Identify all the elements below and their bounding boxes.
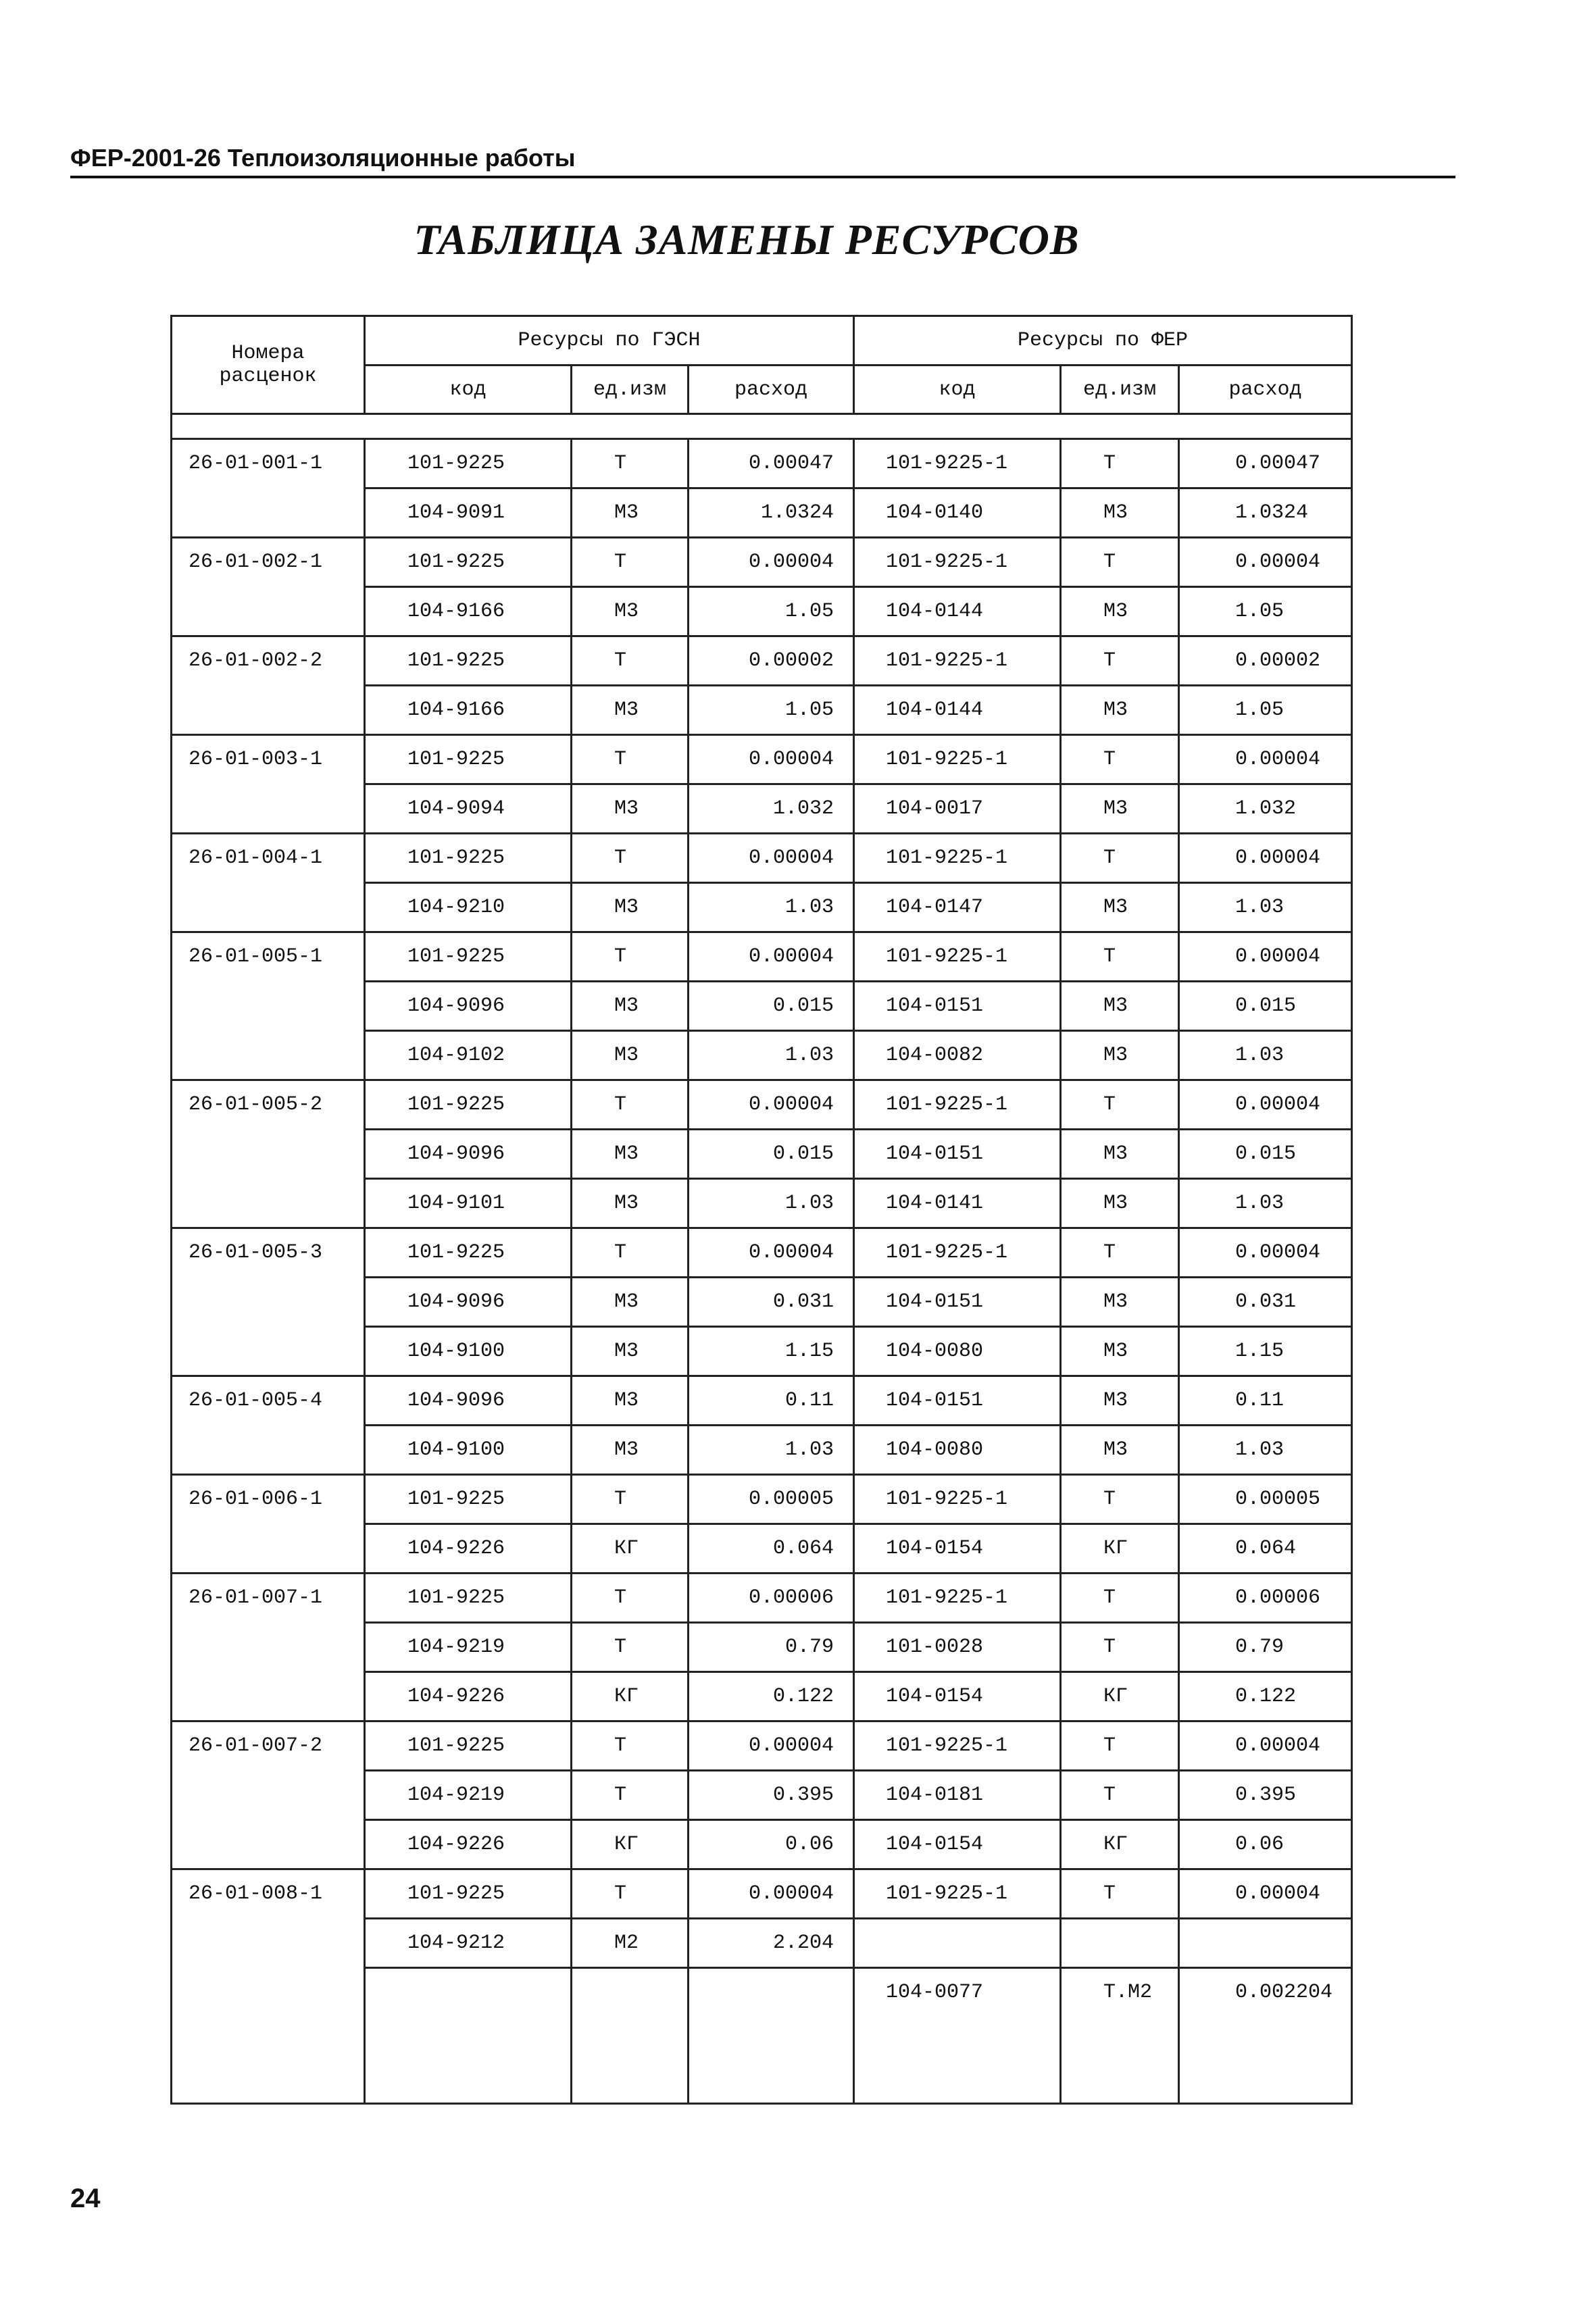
cell-fer-unit: КГ (1061, 1524, 1179, 1574)
cell-gesn-unit: КГ (572, 1820, 689, 1869)
column-header-fer-code: код (854, 366, 1061, 414)
cell-fer-unit: Т (1061, 1623, 1179, 1672)
cell-fer-code: 101-9225-1 (854, 932, 1061, 982)
cell-gesn-unit: КГ (572, 1524, 689, 1574)
cell-gesn-qty: 1.03 (689, 1031, 854, 1080)
column-group-fer: Ресурсы по ФЕР (854, 316, 1352, 366)
cell-fer-qty (1179, 1919, 1352, 1968)
cell-fer-unit: М3 (1061, 1278, 1179, 1327)
cell-fer-qty: 1.03 (1179, 1179, 1352, 1228)
cell-gesn-unit: Т (572, 932, 689, 982)
cell-gesn-unit: Т (572, 1228, 689, 1278)
cell-gesn-qty: 0.122 (689, 1672, 854, 1721)
cell-fer-code: 104-0151 (854, 982, 1061, 1031)
cell-gesn-unit: М3 (572, 1327, 689, 1376)
cell-rate-number: 26-01-001-1 (172, 439, 365, 538)
cell-fer-code: 104-0151 (854, 1376, 1061, 1426)
cell-fer-unit (1061, 1919, 1179, 1968)
cell-gesn-unit: М3 (572, 1179, 689, 1228)
cell-gesn-code: 104-9166 (365, 686, 572, 735)
cell-fer-qty: 1.03 (1179, 1031, 1352, 1080)
cell-fer-code: 101-9225-1 (854, 636, 1061, 686)
cell-fer-code: 104-0144 (854, 686, 1061, 735)
cell-fer-code: 101-9225-1 (854, 538, 1061, 587)
cell-fer-qty: 0.031 (1179, 1278, 1352, 1327)
cell-rate-number: 26-01-008-1 (172, 1869, 365, 2104)
cell-gesn-qty: 1.03 (689, 1179, 854, 1228)
cell-fer-unit: М3 (1061, 1327, 1179, 1376)
cell-fer-qty: 0.00004 (1179, 1080, 1352, 1130)
cell-gesn-code: 104-9100 (365, 1426, 572, 1475)
cell-rate-number: 26-01-004-1 (172, 834, 365, 932)
cell-rate-number: 26-01-005-4 (172, 1376, 365, 1475)
cell-fer-qty: 0.79 (1179, 1623, 1352, 1672)
cell-gesn-unit: М3 (572, 784, 689, 834)
cell-gesn-unit: Т (572, 1771, 689, 1820)
cell-gesn-unit: М3 (572, 1278, 689, 1327)
cell-gesn-code: 101-9225 (365, 735, 572, 784)
column-header-gesn-code: код (365, 366, 572, 414)
cell-gesn-qty: 0.00004 (689, 1228, 854, 1278)
cell-gesn-unit: Т (572, 1080, 689, 1130)
cell-fer-code: 101-9225-1 (854, 439, 1061, 488)
cell-gesn-unit: Т (572, 1574, 689, 1623)
cell-gesn-unit (572, 1968, 689, 2104)
cell-gesn-qty: 1.03 (689, 1426, 854, 1475)
cell-gesn-unit: Т (572, 1623, 689, 1672)
table-row (172, 1721, 1352, 1771)
table-row (172, 1475, 1352, 1524)
cell-gesn-qty: 1.05 (689, 686, 854, 735)
column-group-gesn: Ресурсы по ГЭСН (365, 316, 854, 366)
cell-gesn-code: 104-9210 (365, 883, 572, 932)
cell-fer-qty: 1.05 (1179, 686, 1352, 735)
cell-fer-qty: 1.032 (1179, 784, 1352, 834)
cell-gesn-code: 104-9226 (365, 1672, 572, 1721)
cell-fer-code: 101-9225-1 (854, 1080, 1061, 1130)
cell-fer-unit: КГ (1061, 1672, 1179, 1721)
cell-fer-qty: 1.0324 (1179, 488, 1352, 538)
cell-fer-code: 104-0077 (854, 1968, 1061, 2104)
cell-gesn-code: 101-9225 (365, 834, 572, 883)
column-header-rate-no: Номера расценок (172, 316, 365, 414)
header-spacer-row (172, 414, 1352, 439)
cell-fer-unit: М3 (1061, 488, 1179, 538)
table-row (172, 735, 1352, 784)
cell-fer-code: 104-0151 (854, 1278, 1061, 1327)
cell-fer-qty: 0.00004 (1179, 932, 1352, 982)
cell-fer-code: 101-9225-1 (854, 1574, 1061, 1623)
table-row (172, 439, 1352, 488)
cell-fer-qty: 0.00047 (1179, 439, 1352, 488)
cell-fer-code: 104-0144 (854, 587, 1061, 636)
cell-fer-unit: Т (1061, 1721, 1179, 1771)
cell-fer-qty: 0.064 (1179, 1524, 1352, 1574)
cell-fer-unit: Т (1061, 439, 1179, 488)
cell-fer-unit: М3 (1061, 982, 1179, 1031)
cell-fer-code (854, 1919, 1061, 1968)
cell-gesn-unit: Т (572, 636, 689, 686)
cell-rate-number: 26-01-007-1 (172, 1574, 365, 1721)
cell-rate-number: 26-01-005-1 (172, 932, 365, 1080)
cell-gesn-code: 104-9096 (365, 1278, 572, 1327)
cell-gesn-unit: М3 (572, 883, 689, 932)
cell-fer-unit: М3 (1061, 1031, 1179, 1080)
cell-gesn-code: 104-9094 (365, 784, 572, 834)
cell-fer-code: 104-0154 (854, 1524, 1061, 1574)
cell-fer-unit: Т (1061, 1574, 1179, 1623)
resource-replacement-table (170, 315, 1353, 2105)
cell-gesn-qty: 1.15 (689, 1327, 854, 1376)
cell-gesn-qty: 0.00002 (689, 636, 854, 686)
column-header-gesn-qty: расход (689, 366, 854, 414)
cell-fer-unit: Т (1061, 1771, 1179, 1820)
cell-fer-unit: Т (1061, 1080, 1179, 1130)
cell-gesn-qty: 0.06 (689, 1820, 854, 1869)
cell-rate-number: 26-01-003-1 (172, 735, 365, 834)
cell-gesn-code: 104-9166 (365, 587, 572, 636)
cell-gesn-code: 101-9225 (365, 1869, 572, 1919)
cell-fer-code: 101-9225-1 (854, 1721, 1061, 1771)
cell-fer-qty: 0.06 (1179, 1820, 1352, 1869)
cell-fer-code: 101-9225-1 (854, 834, 1061, 883)
cell-gesn-code: 104-9212 (365, 1919, 572, 1968)
cell-gesn-qty: 0.064 (689, 1524, 854, 1574)
cell-gesn-code: 104-9096 (365, 1376, 572, 1426)
cell-gesn-unit: Т (572, 439, 689, 488)
cell-gesn-qty: 1.0324 (689, 488, 854, 538)
cell-gesn-qty: 1.032 (689, 784, 854, 834)
cell-gesn-qty: 1.05 (689, 587, 854, 636)
cell-fer-code: 104-0080 (854, 1426, 1061, 1475)
cell-gesn-qty: 0.00004 (689, 1080, 854, 1130)
cell-fer-unit: М3 (1061, 784, 1179, 834)
cell-fer-unit: М3 (1061, 1179, 1179, 1228)
cell-fer-code: 101-9225-1 (854, 1869, 1061, 1919)
cell-gesn-qty: 0.00004 (689, 735, 854, 784)
table-row (172, 636, 1352, 686)
cell-gesn-code: 101-9225 (365, 439, 572, 488)
cell-rate-number: 26-01-007-2 (172, 1721, 365, 1869)
table-row (172, 932, 1352, 982)
cell-gesn-qty: 0.015 (689, 1130, 854, 1179)
cell-rate-number: 26-01-002-2 (172, 636, 365, 735)
column-header-fer-unit: ед.изм (1061, 366, 1179, 414)
cell-fer-unit: Т (1061, 538, 1179, 587)
cell-gesn-code: 104-9100 (365, 1327, 572, 1376)
cell-fer-code: 101-9225-1 (854, 1475, 1061, 1524)
cell-gesn-code: 101-9225 (365, 1721, 572, 1771)
cell-fer-qty: 1.05 (1179, 587, 1352, 636)
page-number: 24 (70, 2184, 101, 2213)
table-row (172, 1228, 1352, 1278)
cell-gesn-qty: 0.031 (689, 1278, 854, 1327)
cell-gesn-unit: М3 (572, 488, 689, 538)
cell-fer-code: 104-0151 (854, 1130, 1061, 1179)
cell-fer-qty: 0.395 (1179, 1771, 1352, 1820)
cell-gesn-code: 104-9096 (365, 982, 572, 1031)
cell-gesn-code: 104-9102 (365, 1031, 572, 1080)
cell-gesn-code: 104-9226 (365, 1820, 572, 1869)
cell-gesn-code (365, 1968, 572, 2104)
column-header-fer-qty: расход (1179, 366, 1352, 414)
cell-fer-unit: Т.М2 (1061, 1968, 1179, 2104)
cell-gesn-unit: М3 (572, 587, 689, 636)
cell-gesn-code: 101-9225 (365, 1080, 572, 1130)
cell-fer-qty: 0.00005 (1179, 1475, 1352, 1524)
cell-gesn-qty: 0.00005 (689, 1475, 854, 1524)
cell-gesn-unit: М3 (572, 982, 689, 1031)
cell-fer-qty: 0.00004 (1179, 1869, 1352, 1919)
cell-gesn-qty: 0.00006 (689, 1574, 854, 1623)
cell-gesn-qty: 0.79 (689, 1623, 854, 1672)
cell-fer-qty: 0.122 (1179, 1672, 1352, 1721)
column-header-gesn-unit: ед.изм (572, 366, 689, 414)
cell-fer-unit: М3 (1061, 883, 1179, 932)
cell-fer-code: 104-0140 (854, 488, 1061, 538)
cell-fer-unit: Т (1061, 1228, 1179, 1278)
cell-gesn-code: 101-9225 (365, 1228, 572, 1278)
cell-gesn-unit: М2 (572, 1919, 689, 1968)
cell-fer-unit: Т (1061, 636, 1179, 686)
cell-gesn-unit: Т (572, 735, 689, 784)
cell-gesn-unit: Т (572, 1869, 689, 1919)
cell-fer-code: 104-0154 (854, 1672, 1061, 1721)
cell-fer-qty: 0.00002 (1179, 636, 1352, 686)
cell-fer-code: 101-0028 (854, 1623, 1061, 1672)
cell-gesn-code: 104-9091 (365, 488, 572, 538)
cell-gesn-qty: 0.11 (689, 1376, 854, 1426)
cell-gesn-qty: 0.00004 (689, 834, 854, 883)
cell-gesn-qty: 0.015 (689, 982, 854, 1031)
cell-fer-unit: М3 (1061, 587, 1179, 636)
cell-fer-code: 104-0181 (854, 1771, 1061, 1820)
table-row (172, 538, 1352, 587)
cell-fer-qty: 0.00004 (1179, 834, 1352, 883)
cell-fer-unit: КГ (1061, 1820, 1179, 1869)
cell-fer-qty: 0.00004 (1179, 1228, 1352, 1278)
cell-fer-qty: 0.002204 (1179, 1968, 1352, 2104)
cell-gesn-qty: 0.00004 (689, 1721, 854, 1771)
cell-gesn-unit: КГ (572, 1672, 689, 1721)
cell-gesn-qty: 0.395 (689, 1771, 854, 1820)
cell-fer-unit: Т (1061, 1475, 1179, 1524)
cell-fer-qty: 1.03 (1179, 883, 1352, 932)
table-row (172, 1080, 1352, 1130)
table-row (172, 1376, 1352, 1426)
cell-fer-unit: М3 (1061, 1376, 1179, 1426)
running-header: ФЕР-2001-26 Теплоизоляционные работы (70, 143, 1455, 178)
cell-gesn-qty: 0.00004 (689, 1869, 854, 1919)
table-row (172, 1574, 1352, 1623)
cell-fer-unit: Т (1061, 932, 1179, 982)
cell-fer-code: 101-9225-1 (854, 735, 1061, 784)
cell-fer-code: 104-0154 (854, 1820, 1061, 1869)
cell-fer-unit: Т (1061, 735, 1179, 784)
cell-gesn-code: 104-9226 (365, 1524, 572, 1574)
cell-fer-qty: 0.00004 (1179, 538, 1352, 587)
cell-rate-number: 26-01-005-3 (172, 1228, 365, 1376)
cell-gesn-unit: М3 (572, 1130, 689, 1179)
cell-fer-code: 104-0082 (854, 1031, 1061, 1080)
cell-gesn-qty: 0.00047 (689, 439, 854, 488)
cell-gesn-unit: Т (572, 1475, 689, 1524)
cell-gesn-qty (689, 1968, 854, 2104)
cell-fer-qty: 1.03 (1179, 1426, 1352, 1475)
cell-fer-code: 104-0017 (854, 784, 1061, 834)
cell-fer-code: 104-0080 (854, 1327, 1061, 1376)
cell-gesn-qty: 2.204 (689, 1919, 854, 1968)
cell-rate-number: 26-01-006-1 (172, 1475, 365, 1574)
page-title: ТАБЛИЦА ЗАМЕНЫ РЕСУРСОВ (414, 216, 1080, 263)
cell-fer-unit: М3 (1061, 1130, 1179, 1179)
cell-gesn-unit: М3 (572, 1031, 689, 1080)
cell-fer-qty: 0.015 (1179, 1130, 1352, 1179)
cell-fer-code: 104-0147 (854, 883, 1061, 932)
cell-gesn-qty: 0.00004 (689, 932, 854, 982)
cell-gesn-code: 101-9225 (365, 1574, 572, 1623)
cell-gesn-unit: М3 (572, 686, 689, 735)
cell-fer-qty: 0.11 (1179, 1376, 1352, 1426)
cell-gesn-code: 101-9225 (365, 932, 572, 982)
cell-fer-qty: 0.015 (1179, 982, 1352, 1031)
cell-fer-unit: М3 (1061, 1426, 1179, 1475)
cell-gesn-code: 101-9225 (365, 538, 572, 587)
cell-gesn-unit: Т (572, 1721, 689, 1771)
cell-fer-unit: Т (1061, 834, 1179, 883)
cell-fer-qty: 0.00006 (1179, 1574, 1352, 1623)
table-row (172, 834, 1352, 883)
cell-rate-number: 26-01-005-2 (172, 1080, 365, 1228)
cell-gesn-code: 104-9219 (365, 1771, 572, 1820)
cell-gesn-code: 104-9219 (365, 1623, 572, 1672)
cell-gesn-unit: М3 (572, 1376, 689, 1426)
cell-gesn-code: 101-9225 (365, 636, 572, 686)
cell-fer-qty: 1.15 (1179, 1327, 1352, 1376)
cell-fer-unit: М3 (1061, 686, 1179, 735)
cell-fer-code: 101-9225-1 (854, 1228, 1061, 1278)
cell-gesn-unit: Т (572, 538, 689, 587)
cell-gesn-code: 104-9096 (365, 1130, 572, 1179)
cell-fer-qty: 0.00004 (1179, 735, 1352, 784)
cell-gesn-unit: М3 (572, 1426, 689, 1475)
cell-fer-code: 104-0141 (854, 1179, 1061, 1228)
cell-fer-qty: 0.00004 (1179, 1721, 1352, 1771)
cell-rate-number: 26-01-002-1 (172, 538, 365, 636)
cell-fer-unit: Т (1061, 1869, 1179, 1919)
cell-gesn-qty: 0.00004 (689, 538, 854, 587)
cell-gesn-code: 104-9101 (365, 1179, 572, 1228)
cell-gesn-qty: 1.03 (689, 883, 854, 932)
cell-gesn-unit: Т (572, 834, 689, 883)
table-body (172, 439, 1352, 2104)
cell-gesn-code: 101-9225 (365, 1475, 572, 1524)
table-row (172, 1869, 1352, 1919)
